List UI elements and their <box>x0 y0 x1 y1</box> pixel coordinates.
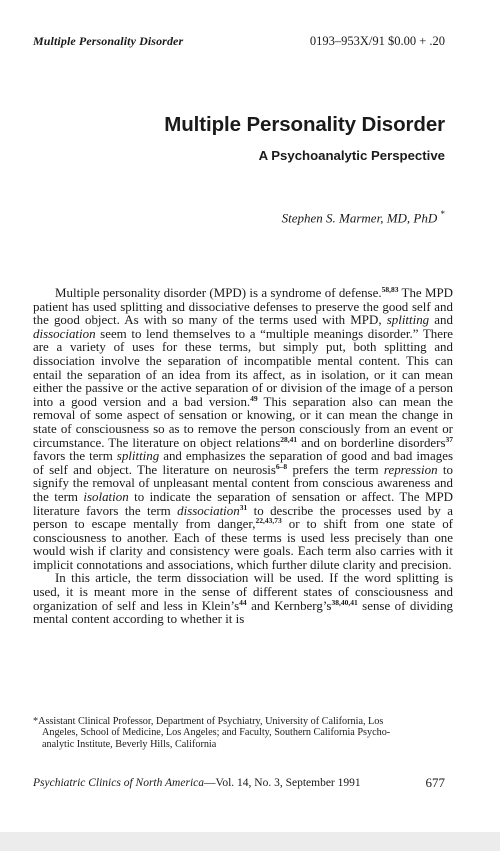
article-subtitle: A Psychoanalytic Perspective <box>258 148 445 163</box>
author-footnote-mark: * <box>440 209 445 219</box>
article-body <box>33 286 453 626</box>
paragraph-2 <box>33 571 453 625</box>
author-footnote <box>33 716 453 750</box>
text-run: prefers the term <box>287 461 384 477</box>
article-code: 0193–953X/91 $0.00 + .20 <box>309 34 445 48</box>
text-run: and <box>429 312 453 328</box>
page-number: 677 <box>425 775 445 790</box>
citation-ref: 6–8 <box>275 461 288 471</box>
running-head-title: Multiple Personality Disorder <box>33 34 184 48</box>
emphasized-term: splitting <box>386 312 430 328</box>
paragraph-1 <box>33 286 453 571</box>
author-line <box>282 209 445 226</box>
text-run: favors the term <box>33 448 117 464</box>
footnote-line: Angeles, School of Medicine, Los Angeles; and Faculty, Southern California Psycho- <box>42 727 391 739</box>
citation-ref: 58,83 <box>381 285 399 294</box>
text-run: or to shift from one state of consciousness to another. Each of these terms is used less precisely than one would wish if clarity and consistency were goals. Each term also carries with it implicit connotations and associations, which further dilute clarity and precision. <box>33 516 453 572</box>
journal-citation <box>33 777 361 789</box>
footnote-line: *Assistant Clinical Professor, Department of Psychiatry, University of California, Los <box>33 716 384 727</box>
citation-ref: 44 <box>239 597 247 607</box>
journal-issue: —Vol. 14, No. 3, September 1991 <box>204 777 361 789</box>
citation-ref: 49 <box>250 393 258 403</box>
emphasized-term: dissociation <box>33 325 96 341</box>
emphasized-term: splitting <box>116 448 160 464</box>
text-run: seem to lend themselves to a “multiple meanings disorder.” There are a variety of uses for these terms, but simply put, both splitting and dissociation involve the separation of incompatible mental content. This can entail the separation of an idea from its affect, as in isolation, or it can mean either the passive or the active separation of or division of the image of a person into a good version and a bad version. <box>33 325 453 409</box>
text-run: to describe the processes used by a person to escape mentally from danger, <box>33 502 453 532</box>
article-title: Multiple Personality Disorder <box>164 113 445 136</box>
emphasized-term: repression <box>383 461 438 477</box>
citation-ref: 38,40,41 <box>331 597 358 607</box>
citation-ref: 28,41 <box>280 434 298 444</box>
citation-ref: 22,43,73 <box>255 516 282 526</box>
citation-ref: 31 <box>239 502 248 512</box>
text-run: and emphasizes the separation of good and bad images of self and object. The literature on neurosis <box>33 448 453 477</box>
journal-name: Psychiatric Clinics of North America <box>33 777 204 789</box>
text-run: This separation also can mean the removal of some aspect of sensation or knowing, or it can mean the change in state of consciousness so as to remove the person consciously from an event or circumstance. The literature on object relations <box>33 393 453 450</box>
text-run: Multiple personality disorder (MPD) is a syndrome of defense. <box>55 285 382 300</box>
author-name: Stephen S. Marmer, MD, PhD <box>281 210 438 226</box>
citation-ref: 37 <box>445 434 453 444</box>
emphasized-term: dissociation <box>177 502 240 518</box>
text-run: to indicate the separation of sensation or affect. The MPD literature favors the term <box>33 488 454 518</box>
text-run: and on borderline disorders <box>297 434 446 450</box>
emphasized-term: isolation <box>83 488 129 504</box>
text-run: The MPD patient has used splitting and dissociative defenses to preserve the good self and the good object. As with so many of the terms used with MPD, <box>33 285 454 328</box>
scan-edge <box>0 832 500 851</box>
text-run: to signify the removal of unpleasant mental content from conscious awareness and the term <box>33 461 453 504</box>
text-run: In this article, the term dissociation will be used. If the word splitting is used, it is meant more in the sense of different states of consciousness and organization of self and less in Klein’s <box>33 570 453 613</box>
text-run: sense of dividing mental content according to whether it is <box>33 597 454 627</box>
footnote-line: analytic Institute, Beverly Hills, California <box>42 738 217 750</box>
text-run: and Kernberg’s <box>246 597 332 613</box>
